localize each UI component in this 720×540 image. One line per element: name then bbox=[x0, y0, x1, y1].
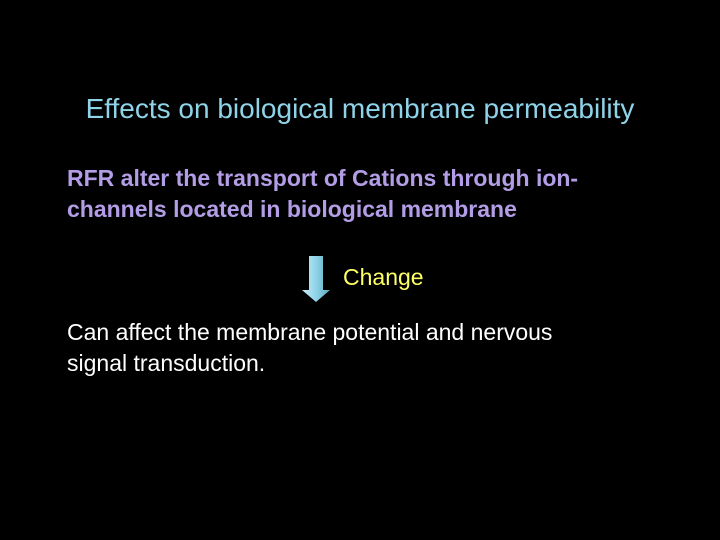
statement-line-1: RFR alter the transport of Cations through ion- bbox=[67, 165, 579, 191]
change-label: Change bbox=[343, 264, 424, 290]
slide-title: Effects on biological membrane permeability bbox=[85, 93, 635, 124]
statement-text bbox=[67, 163, 707, 225]
consequence-line-1: Can affect the membrane potential and nervous bbox=[67, 319, 553, 345]
consequence-line-2: signal transduction. bbox=[67, 350, 266, 376]
consequence-text bbox=[67, 317, 717, 379]
down-arrow-icon bbox=[302, 256, 330, 302]
statement-line-2: channels located in biological membrane bbox=[67, 196, 517, 222]
